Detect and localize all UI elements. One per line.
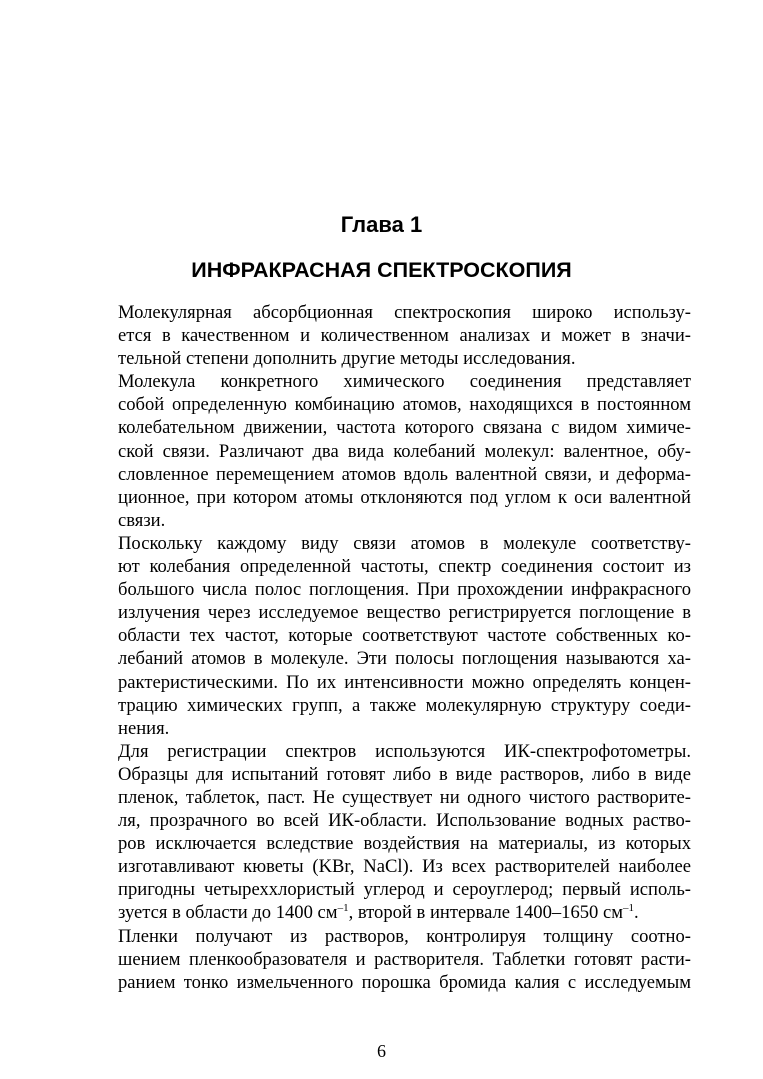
text-line: ционное, при котором атомы отклоняются под углом к оси валентной	[118, 486, 691, 508]
paragraph	[73, 370, 691, 532]
text-line: шением пленкообразователя и растворителя. Таблетки готовят расти-	[118, 948, 691, 970]
text-line: ров исключается вследствие воздействия на материалы, из которых	[118, 833, 691, 855]
paragraph	[73, 925, 691, 994]
text-line: лебаний атомов в молекуле. Эти полосы поглощения называются ха-	[118, 648, 691, 670]
text-line: большого числа полос поглощения. При прохождении инфракрасного	[118, 579, 691, 601]
text-line: Поскольку каждому виду связи атомов в молекуле соответству-	[118, 532, 691, 554]
paragraph	[73, 532, 691, 740]
text-line: тельной степени дополнить другие методы исследования.	[118, 348, 576, 370]
text-line: пленок, таблеток, паст. Не существует ни одного чистого растворите-	[118, 786, 691, 808]
text-line: Образцы для испытаний готовят либо в виде растворов, либо в виде	[118, 763, 691, 785]
text-fragment: зуется в области до 1400 см	[118, 902, 338, 924]
text-line: ется в качественном и количественном анализах и может в значи-	[118, 325, 691, 347]
text-line: Для регистрации спектров используются ИК-спектрофотометры.	[118, 740, 691, 762]
text-fragment: .	[634, 902, 639, 924]
chapter-title: ИНФРАКРАСНАЯ СПЕКТРОСКОПИЯ	[191, 258, 572, 282]
text-line: области тех частот, которые соответствуют частоте собственных ко-	[118, 625, 691, 647]
text-line: ской связи. Различают два вида колебаний молекул: валентное, обу-	[118, 440, 691, 462]
text-line: нения.	[118, 717, 170, 739]
text-line: рактеристическими. По их интенсивности можно определять концен-	[118, 671, 691, 693]
chapter-number: Глава 1	[340, 212, 423, 237]
paragraph	[73, 740, 691, 925]
body-text	[73, 301, 691, 994]
text-line: Молекулярная абсорбционная спектроскопия широко использу-	[118, 302, 691, 323]
text-line	[73, 901, 691, 924]
text-line: ранием тонко измельченного порошка бромида калия с исследуемым	[118, 971, 691, 993]
text-line: излучения через исследуемое вещество регистрируется поглощение в	[118, 602, 691, 624]
text-line: связи.	[118, 509, 166, 531]
page-number: 6	[377, 1041, 386, 1061]
text-line: Молекула конкретного химического соединения представляет	[118, 371, 691, 393]
text-line: словленное перемещением атомов вдоль валентной связи, и деформа-	[118, 463, 691, 485]
text-line: колебательном движении, частота которого связана с видом химиче-	[118, 417, 691, 439]
text-line: изготавливают кюветы (KBr, NaCl). Из всех растворителей наиболее	[118, 856, 691, 878]
text-line: ля, прозрачного во всей ИК-области. Использование водных раство-	[118, 810, 691, 832]
text-line: трацию химических групп, а также молекулярную структуру соеди-	[118, 694, 691, 716]
superscript: –1	[623, 902, 635, 915]
text-line: пригодны четыреххлористый углерод и сероуглерод; первый исполь-	[118, 879, 691, 901]
text-line: собой определенную комбинацию атомов, находящихся в постоянном	[118, 394, 691, 416]
superscript: –1	[337, 902, 349, 915]
text-fragment: , второй в интервале 1400–1650 см	[348, 902, 624, 924]
text-line: ют колебания определенной частоты, спектр соединения состоит из	[118, 556, 691, 578]
paragraph	[73, 301, 691, 370]
text-line: Пленки получают из растворов, контролируя толщину соотно-	[118, 925, 691, 947]
